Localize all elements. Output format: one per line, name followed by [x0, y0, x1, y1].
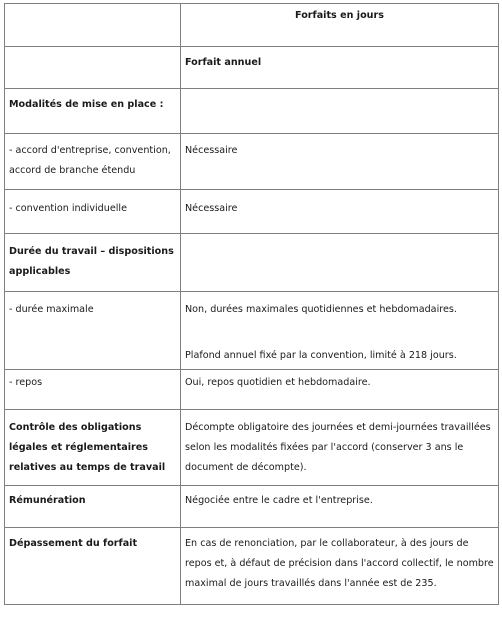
row-value-depassement: En cas de renonciation, par le collaborateur, à des jours de repos et, à défaut de précision dans l'accord collectif, le nombre maximal de jours travaillés dans l'année est de 235. [181, 528, 499, 605]
row-label-modalites: Modalités de mise en place : [5, 89, 181, 134]
row-label-depassement: Dépassement du forfait [5, 528, 181, 605]
row-label-accord: - accord d'entreprise, convention, accord de branche étendu [5, 134, 181, 190]
table-row [5, 528, 499, 605]
row-label-duree-travail: Durée du travail – dispositions applicables [5, 234, 181, 292]
table-row [5, 234, 499, 292]
row-value-modalites [181, 89, 499, 134]
header-cell-empty [5, 4, 181, 47]
row-value-remuneration: Négociée entre le cadre et l'entreprise. [181, 486, 499, 528]
table-row [5, 89, 499, 134]
row-label-convention-individuelle: - convention individuelle [5, 190, 181, 234]
row-label-remuneration: Rémunération [5, 486, 181, 528]
row-value-duree-maximale [181, 292, 499, 370]
table-header-row [5, 4, 499, 47]
table-row [5, 134, 499, 190]
duree-maximale-text: Non, durées maximales quotidiennes et hebdomadaires. [185, 304, 457, 315]
row-value-controle: Décompte obligatoire des journées et demi-journées travaillées selon les modalités fixées par l'accord (conserver 3 ans le document de décompte). [181, 410, 499, 486]
table-row [5, 190, 499, 234]
header-cell-forfaits-en-jours: Forfaits en jours [181, 4, 499, 47]
table-subheader-row [5, 47, 499, 89]
row-value-accord: Nécessaire [181, 134, 499, 190]
table-row [5, 486, 499, 528]
row-label-duree-maximale: - durée maximale [5, 292, 181, 370]
forfait-jours-table [4, 3, 499, 605]
table-row [5, 370, 499, 410]
table-row [5, 410, 499, 486]
subheader-cell-empty [5, 47, 181, 89]
plafond-annuel-text: Plafond annuel fixé par la convention, limité à 218 jours. [185, 350, 457, 361]
subheader-cell-forfait-annuel: Forfait annuel [181, 47, 499, 89]
row-label-controle: Contrôle des obligations légales et réglementaires relatives au temps de travail [5, 410, 181, 486]
row-label-repos: - repos [5, 370, 181, 410]
row-value-convention-individuelle: Nécessaire [181, 190, 499, 234]
table-row [5, 292, 499, 370]
row-value-repos: Oui, repos quotidien et hebdomadaire. [181, 370, 499, 410]
row-value-duree-travail [181, 234, 499, 292]
